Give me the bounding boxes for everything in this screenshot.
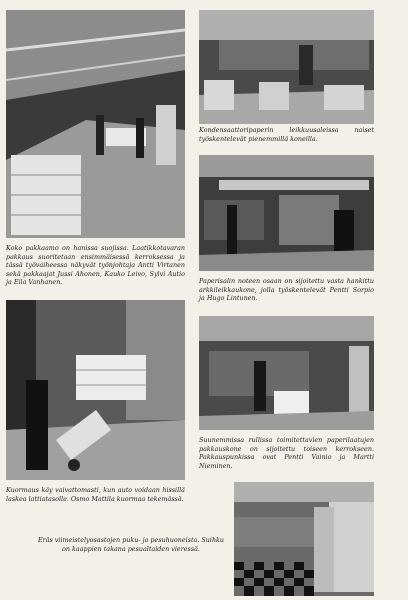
photo-washroom: [234, 482, 374, 596]
photo-loading: [6, 300, 185, 480]
caption-loading: Kuormaus käy vaivattomasti, kun auto voidaan hissillä laskea lattiatasolle. Osmo Mattila kuormaa tekemässä.: [6, 486, 185, 503]
caption-paper-hall: Paperisalin noteen osaan on sijoitettu vasta hankittu arkkileikkaukone, jolla työskentelevät Pentti Sorpio ja Hugo Lintunen.: [199, 277, 374, 303]
caption-packing-room: Koko pakkaamo on hanissa suojissa. Laatikkotavaran pakkaus suoritetaan ensimmäisessä kerroksessa ja tässä työvaiheessa näkyvät työnjohtaja Antti Virtanen sekä pakkaajat Jussi Ahonen, Kauko Leivo, Sylvi Autio ja Eila Vanhanen.: [6, 244, 185, 287]
caption-washroom: Eräs viimeistelyosastojen puku- ja pesuhuoneista. Suihku on kaappien takana pesualtaiden vieressä.: [37, 536, 225, 553]
photo-small-machines: [199, 316, 374, 430]
caption-small-machines: Suunemmissa rullissa toimitettavien paperilaatujen pakkauskone on sijoitettu toiseen kerrokseen. Pakkauspunkissa ovat Pentti Vainio ja Martti Nieminen.: [199, 436, 374, 470]
photo-condenser-paper-cutting: [199, 10, 374, 124]
caption-condenser-paper: Kondensaattoripaperin leikkuusaleissa naiset työskentelevät pienemmillä koneilla.: [199, 126, 374, 143]
photo-packing-room: [6, 10, 185, 238]
photo-paper-hall: [199, 155, 374, 271]
